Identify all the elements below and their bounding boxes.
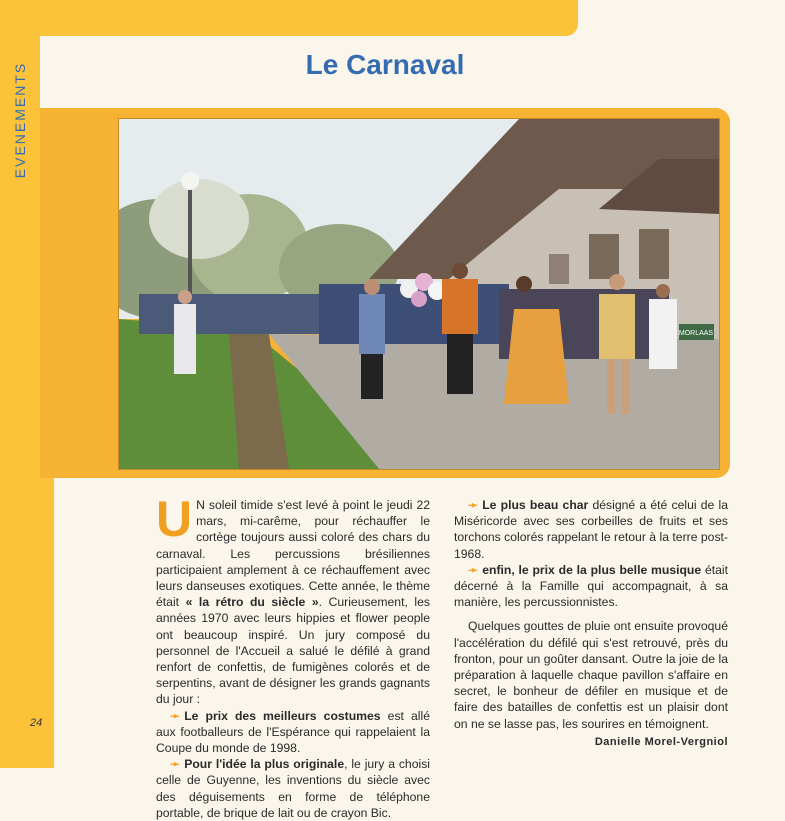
svg-text:MORLAAS: MORLAAS	[678, 330, 714, 337]
award-float: ➛ Le plus beau char désigné a été celui de la Miséricorde avec ses corbeilles de fruits et ses torchons colorés rappelant le retour à la terre post-1968.	[454, 498, 728, 561]
award-costumes: ➛ Le prix des meilleurs costumes est allé aux footballeurs de l'Espérance qui rappelaient la Coupe du monde de 1998.	[156, 708, 430, 756]
author-signature: Danielle Morel-Vergniol	[594, 735, 728, 748]
section-label: EVENEMENTS	[12, 61, 28, 179]
article-column-left	[156, 491, 430, 821]
article-body	[156, 491, 732, 820]
page-title: Le Carnaval	[305, 49, 465, 80]
carnival-photo	[118, 118, 720, 470]
intro-paragraph: U N soleil timide s'est levé à point le jeudi 22 mars, mi-carême, pour réchauffer le cortège toujours aussi coloré des chars du carnaval. Les percussions brésiliennes participaient amplement à ce réchauffement avec leurs danseuses exotiques. Cette année, le thème était « la rétro du siècle ». Curieusement, les années 1970 avec leurs hippies et flower people ont beaucoup inspiré. Un jury composé du personnel de l'Accueil a salué le défilé à grand renfort de confettis, de fumigènes colorés et de serpentins, avant de désigner les grands gagnants du jour :	[156, 491, 430, 707]
award-original: ➛ Pour l'idée la plus originale, le jury a choisi celle de Guyenne, les inventions du siècle avec des déguisements en forme de téléphone portable, de brique de lait ou de crayon Bic.	[156, 757, 430, 820]
arrow-icon: ➛	[170, 757, 181, 772]
arrow-icon: ➛	[468, 498, 479, 512]
drop-cap: U	[156, 491, 193, 547]
header-band	[0, 0, 578, 36]
page-number: 24	[30, 717, 43, 729]
arrow-icon: ➛	[170, 708, 181, 723]
award-music: ➛ enfin, le prix de la plus belle musique était décerné à la Famille qui accompagnait, à sa manière, les percussionnistes.	[454, 562, 728, 610]
closing-paragraph: Quelques gouttes de pluie ont ensuite provoqué l'accélération du défilé qui s'est retrouvé, près du fronton, pour un goûter dansant. Outre la joie de la préparation à laquelle chaque pavillon s'affaire en secret, le bonheur de défiler en musique et de faire des batailles de confettis est un plaisir dont on ne se lasse pas, les sourires en témoignent.	[454, 619, 728, 731]
arrow-icon: ➛	[468, 562, 479, 577]
article-column-right	[454, 497, 728, 750]
